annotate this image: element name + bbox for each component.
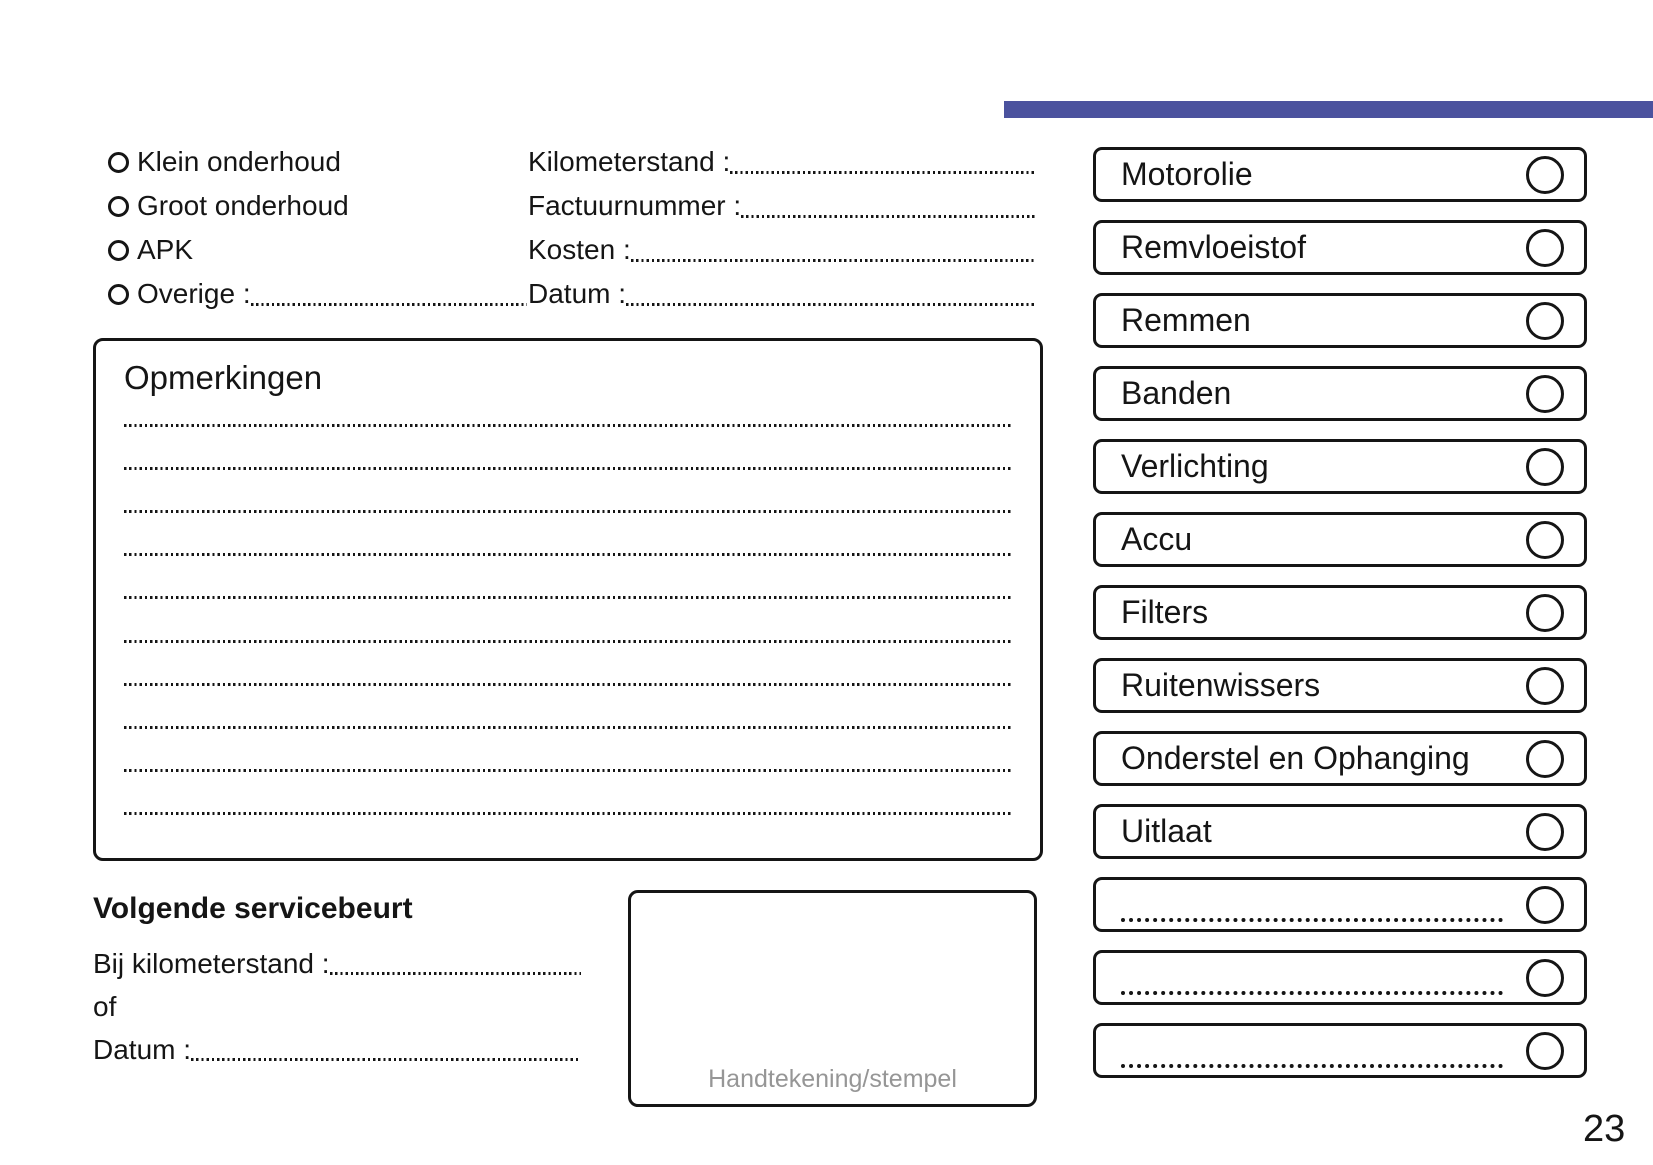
radio-circle-icon[interactable] [108, 152, 129, 173]
next-service-heading: Volgende servicebeurt [93, 892, 413, 925]
check-circle-icon[interactable] [1526, 302, 1564, 340]
next-service-field-row [93, 985, 581, 1028]
remark-dotted-line [124, 596, 1011, 599]
service-type-label: Groot onderhoud [137, 190, 349, 221]
invoice-fields-group [528, 140, 1036, 316]
remark-dotted-line [124, 424, 1011, 427]
dotted-fill-line [631, 259, 1036, 262]
service-type-label: Klein onderhoud [137, 146, 341, 177]
accent-bar [1004, 101, 1653, 118]
invoice-field-label: Datum : [528, 278, 627, 309]
invoice-field-label: Kilometerstand : [528, 146, 731, 177]
dotted-fill-line [730, 171, 1036, 174]
checklist-item [1093, 147, 1587, 202]
check-circle-icon[interactable] [1526, 667, 1564, 705]
checklist-item [1093, 220, 1587, 275]
remark-dotted-line [124, 683, 1011, 686]
next-service-field-row [93, 942, 581, 985]
dotted-fill-line [1121, 888, 1503, 922]
service-type-label: Overige : [137, 278, 251, 309]
service-type-label: APK [137, 234, 194, 265]
dotted-fill-line [626, 303, 1036, 306]
remark-dotted-line [124, 812, 1011, 815]
remark-dotted-line [124, 553, 1011, 556]
check-circle-icon[interactable] [1526, 1032, 1564, 1070]
checklist-item-label: Uitlaat [1121, 813, 1212, 849]
checklist-item-label: Banden [1121, 375, 1232, 411]
next-service-field-label: Datum : [93, 1033, 192, 1065]
remark-dotted-line [124, 467, 1011, 470]
dotted-fill-line [741, 215, 1036, 218]
check-circle-icon[interactable] [1526, 448, 1564, 486]
service-type-row [108, 184, 527, 228]
invoice-field-row [528, 228, 1036, 272]
checklist-item [1093, 950, 1587, 1005]
checklist-item-label: Remmen [1121, 302, 1251, 338]
dotted-fill-line [251, 303, 527, 306]
checklist-item [1093, 293, 1587, 348]
checklist-item-label: Onderstel en Ophanging [1121, 740, 1470, 776]
remark-dotted-line [124, 640, 1011, 643]
signature-box [628, 890, 1037, 1107]
next-service-fields-group [93, 942, 581, 1071]
check-circle-icon[interactable] [1526, 521, 1564, 559]
page-number: 23 [1583, 1108, 1626, 1150]
invoice-field-label: Factuurnummer : [528, 190, 742, 221]
invoice-field-row [528, 272, 1036, 316]
radio-circle-icon[interactable] [108, 196, 129, 217]
checklist-item [1093, 658, 1587, 713]
remark-dotted-line [124, 726, 1011, 729]
service-type-row [108, 140, 527, 184]
remark-dotted-line [124, 769, 1011, 772]
checklist-item [1093, 366, 1587, 421]
checklist-item [1093, 585, 1587, 640]
service-type-row [108, 228, 527, 272]
check-circle-icon[interactable] [1526, 959, 1564, 997]
next-service-field-row [93, 1028, 581, 1071]
invoice-field-label: Kosten : [528, 234, 631, 265]
invoice-field-row [528, 184, 1036, 228]
checklist-item [1093, 512, 1587, 567]
checklist-item-label: Accu [1121, 521, 1193, 557]
next-service-field-label: Bij kilometerstand : [93, 947, 330, 979]
check-circle-icon[interactable] [1526, 594, 1564, 632]
checklist-item-label: Motorolie [1121, 156, 1253, 192]
checklist-item [1093, 731, 1587, 786]
checklist [1093, 147, 1587, 1096]
checklist-item-label: Filters [1121, 594, 1209, 630]
service-type-group [108, 140, 527, 316]
remarks-title: Opmerkingen [124, 359, 323, 396]
check-circle-icon[interactable] [1526, 375, 1564, 413]
remarks-box [93, 338, 1043, 861]
dotted-fill-line [1121, 1034, 1503, 1068]
check-circle-icon[interactable] [1526, 813, 1564, 851]
signature-caption: Handtekening/stempel [708, 1065, 957, 1093]
checklist-item [1093, 439, 1587, 494]
service-type-row [108, 272, 527, 316]
dotted-fill-line [1121, 961, 1503, 995]
checklist-item-label: Ruitenwissers [1121, 667, 1321, 703]
invoice-field-row [528, 140, 1036, 184]
check-circle-icon[interactable] [1526, 229, 1564, 267]
next-service-field-label: of [93, 990, 117, 1022]
checklist-item-label: Remvloeistof [1121, 229, 1306, 265]
remark-dotted-line [124, 510, 1011, 513]
checklist-item [1093, 877, 1587, 932]
radio-circle-icon[interactable] [108, 240, 129, 261]
check-circle-icon[interactable] [1526, 886, 1564, 924]
check-circle-icon[interactable] [1526, 740, 1564, 778]
checklist-item [1093, 804, 1587, 859]
checklist-item-label: Verlichting [1121, 448, 1269, 484]
checklist-item [1093, 1023, 1587, 1078]
dotted-fill-line [330, 972, 581, 975]
dotted-fill-line [191, 1058, 581, 1061]
check-circle-icon[interactable] [1526, 156, 1564, 194]
radio-circle-icon[interactable] [108, 284, 129, 305]
